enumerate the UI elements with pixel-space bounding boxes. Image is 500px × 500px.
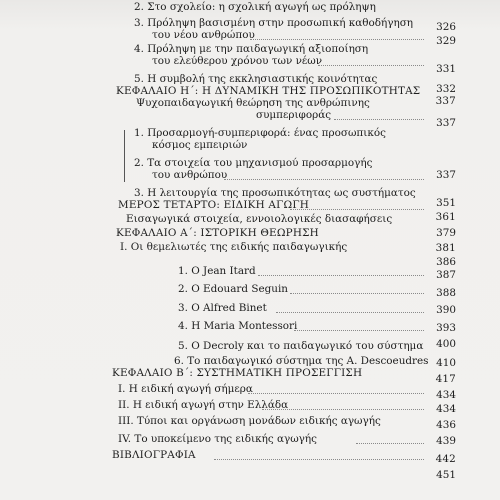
toc-entry-title: ΚΕΦΑΛΑΙΟ Η΄: Η ΔΥΝΑΜΙΚΗ ΤΗΣ ΠΡΟΣΩΠΙΚΟΤΗΤΑΣ <box>116 85 421 97</box>
toc-entry-page: 337 <box>436 169 456 181</box>
toc-entry-page: 337 <box>436 117 456 129</box>
leader-dots <box>250 38 424 40</box>
toc-entry-page: 381 <box>435 242 456 254</box>
toc-entry-page: 439 <box>436 435 456 447</box>
toc-entry-title: 4. H Maria Montessori <box>178 320 298 332</box>
toc-entry-page: 337 <box>435 95 456 107</box>
toc-entry-page: 417 <box>435 373 456 385</box>
toc-entry-title: κόσμος εμπειριών <box>152 139 248 151</box>
toc-entry-title: 2. Τα στοιχεία του μηχανισμού προσαρμογής <box>134 157 373 169</box>
toc-entry-title: ΚΕΦΑΛΑΙΟ Β΄: ΣΥΣΤΗΜΑΤΙΚΗ ΠΡΟΣΕΓΓΙΣΗ <box>112 367 363 379</box>
toc-entry-page: 331 <box>436 63 456 75</box>
toc-entry-page: 388 <box>436 287 456 299</box>
toc-entry-title: ΙV. Το υποκείμενο της ειδικής αγωγής <box>118 433 317 445</box>
toc-entry-title: 3. O Alfred Binet <box>178 302 267 314</box>
leader-dots <box>334 118 424 120</box>
toc-entry-page: 393 <box>436 322 456 334</box>
toc-entry-page: 387 <box>436 269 456 281</box>
toc-entry-page: 434 <box>436 403 456 415</box>
toc-entry-page: 326 <box>436 21 456 33</box>
leader-dots <box>290 208 424 210</box>
leader-dots <box>258 274 424 276</box>
leader-dots <box>262 408 424 410</box>
toc-entry-page: 361 <box>435 211 456 223</box>
leader-dots <box>294 329 424 331</box>
toc-entry-title: ΜΕΡΟΣ ΤΕΤΑΡΤΟ: ΕΙΔΙΚΗ ΑΓΩΓΗ <box>118 199 310 211</box>
toc-entry-title: 3. Η λειτουργία της προσωπικότητας ως συστήματος <box>134 187 416 199</box>
toc-entry-page: 329 <box>436 35 456 47</box>
toc-entry-title: Ψυχοπαιδαγωγική θεώρηση της ανθρώπινης <box>136 97 370 109</box>
toc-entry-title: ΙΙΙ. Τύποι και οργάνωση μονάδων ειδικής αγωγής <box>118 415 381 427</box>
toc-entry-title: 3. Πρόληψη βασισμένη στην προσωπική καθοδήγηση <box>134 17 414 29</box>
toc-entry-title: Εισαγωγικά στοιχεία, εννοιολογικές διασαφήσεις <box>126 213 393 225</box>
toc-entry-title: του νέου ανθρώπου <box>152 29 255 41</box>
toc-entry-page: 332 <box>436 83 456 95</box>
toc-entry-title: 4. Πρόληψη με την παιδαγωγική αξιοποίηση <box>134 43 369 55</box>
toc-entry-title: ΙΙ. Η ειδική αγωγή στην Ελλάδα <box>118 399 289 411</box>
toc-entry-title: 5. Η συμβολή της εκκλησιαστικής κοινότητας <box>134 73 378 85</box>
toc-entry-title: Ι. Η ειδική αγωγή σήμερα <box>118 383 253 395</box>
toc-entry-title: Ι. Οι θεμελιωτές της ειδικής παιδαγωγικής <box>120 241 348 253</box>
toc-entry-title: ΚΕΦΑΛΑΙΟ Α΄: ΙΣΤΟΡΙΚΗ ΘΕΩΡΗΣΗ <box>116 227 319 239</box>
toc-entry-title: συμπεριφοράς <box>256 109 332 121</box>
toc-entry-page: 379 <box>436 227 456 239</box>
toc-entry-title: 6. Το παιδαγωγικό σύστημα της Α. Descoeudres <box>174 355 429 367</box>
toc-entry-title: 5. O Decroly και το παιδαγωγικό του σύστημα <box>178 340 424 352</box>
toc-entry-page: 442 <box>435 453 456 465</box>
toc-entry-page: 351 <box>436 197 456 209</box>
leader-dots <box>224 178 424 180</box>
toc-entry-title: 2. Στο σχολείο: η σχολική αγωγή ως πρόληψη <box>134 1 376 13</box>
toc-entry-title: του ανθρώπου <box>152 169 228 181</box>
leader-dots <box>290 292 424 294</box>
toc-entry-title: 2. O Edouard Seguin <box>178 283 288 295</box>
margin-rule <box>124 130 125 182</box>
toc-entry-title: ΒΙΒΛΙΟΓΡΑΦΙΑ <box>112 449 196 461</box>
toc-entry-page: 434 <box>436 389 456 401</box>
toc-entry-page: 386 <box>436 256 456 268</box>
leader-dots <box>318 64 424 66</box>
leader-dots <box>276 311 424 313</box>
toc-entry-page: 410 <box>436 357 456 369</box>
leader-dots <box>248 392 424 394</box>
leader-dots <box>356 442 424 444</box>
toc-entry-page: 451 <box>436 469 456 481</box>
toc-entry-page: 436 <box>436 419 456 431</box>
toc-entry-page: 390 <box>436 304 456 316</box>
leader-dots <box>214 458 424 460</box>
toc-entry-title: 1. Προσαρμογή-συμπεριφορά: ένας προσωπικός <box>134 127 386 139</box>
toc-entry-title: 1. O Jean Itard <box>178 265 256 277</box>
toc-entry-page: 400 <box>436 338 456 350</box>
toc-entry-title: του ελεύθερου χρόνου των νέων <box>152 55 323 67</box>
